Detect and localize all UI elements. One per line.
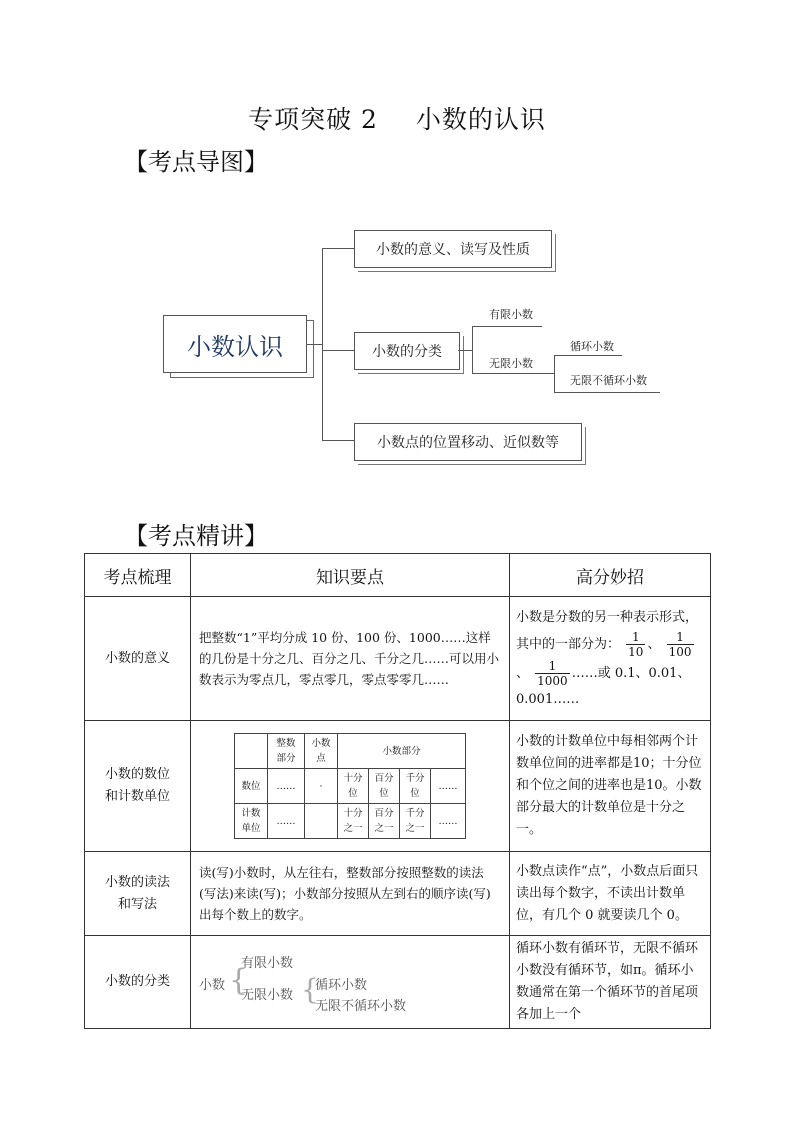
- fraction-denominator: 10: [628, 644, 644, 659]
- connector: [306, 344, 323, 345]
- cls-finite: 有限小数: [241, 956, 294, 971]
- inner-unit-label: 计数 单位: [235, 804, 268, 839]
- brace-icon: {: [229, 963, 249, 998]
- table-header-row: [85, 554, 711, 597]
- connector: [322, 350, 354, 351]
- inner-unit-thousandth: 千分 之一: [400, 804, 431, 839]
- section-heading-mindmap: 【考点导图】: [124, 148, 268, 176]
- connector: [472, 326, 473, 374]
- inner-hundredths: 百分 位: [369, 769, 400, 804]
- mind-map-repeating: 循环小数: [570, 340, 614, 353]
- inner-tenths: 十分 位: [338, 769, 369, 804]
- row2-knowledge: [191, 721, 510, 852]
- inner-empty: [235, 734, 268, 769]
- mind-map-root: 小数认识: [163, 315, 307, 373]
- row2-topic-line1: 小数的数位: [104, 767, 170, 782]
- cls-root: 小数: [199, 978, 226, 993]
- classification-diagram: [197, 944, 503, 1020]
- brace-icon: {: [301, 973, 319, 1006]
- row2-tip: 小数的计数单位中每相邻两个计数单位间的进率都是10；十分位和个位之间的进率也是10。小数部分最大的计数单位是十分之一。: [510, 721, 711, 852]
- inner-unit-tenth: 十分 之一: [338, 804, 369, 839]
- row1-topic: 小数的意义: [85, 597, 191, 721]
- inner-dots: ……: [268, 804, 305, 839]
- connector: [472, 326, 542, 327]
- connector: [458, 350, 473, 351]
- row4-tip: 循环小数有循环节，无限不循环小数没有循环节，如π。循环小数通常在第一个循环节的首尾项各加上一个: [510, 936, 711, 1029]
- fraction-numerator: 1: [667, 630, 694, 645]
- header-knowledge: 知识要点: [191, 554, 510, 597]
- row4-knowledge: [191, 936, 510, 1029]
- connector: [554, 392, 660, 393]
- fraction-numerator: 1: [626, 630, 645, 645]
- page-title: [0, 100, 794, 136]
- connector: [322, 248, 354, 249]
- row3-tip: 小数点读作“点”，小数点后面只读出每个数字，不读出计数单位，有几个 0 就要读几个 0。: [510, 852, 711, 936]
- inner-digit-label: 数位: [235, 769, 268, 804]
- table-row: [85, 852, 711, 936]
- mind-map-infinite: 无限小数: [489, 357, 533, 370]
- title-part2: 小数的认识: [415, 105, 546, 134]
- mind-map-nonrepeating: 无限不循环小数: [570, 374, 647, 387]
- connector: [554, 355, 622, 356]
- inner-dec-part: 小数部分: [338, 734, 466, 769]
- mind-map-branch-classification: 小数的分类: [354, 332, 460, 370]
- mind-map-branch-movement: 小数点的位置移动、近似数等: [354, 423, 582, 461]
- place-value-table: [234, 733, 466, 839]
- row3-topic: [85, 852, 191, 936]
- row3-topic-line1: 小数的读法: [104, 874, 170, 890]
- fraction-1-1000: [535, 659, 570, 688]
- row3-topic-line2: 和写法: [117, 896, 157, 912]
- fraction-denominator: 1000: [537, 673, 568, 688]
- row3-knowledge: 读(写)小数时，从左往右，整数部分按照整数的读法(写法)来读(写)；小数部分按照从左到右的顺序读(写)出每个数上的数字。: [191, 852, 510, 936]
- section-heading-details: 【考点精讲】: [124, 522, 268, 550]
- inner-dot: ·: [305, 769, 338, 804]
- table-row: [85, 721, 711, 852]
- inner-unit-hundredth: 百分 之一: [369, 804, 400, 839]
- table-row: [85, 597, 711, 721]
- title-part1: 专项突破 2: [248, 105, 378, 134]
- fraction-1-100: [667, 630, 694, 659]
- connector: [472, 373, 554, 374]
- row2-topic: [85, 721, 191, 852]
- inner-empty: [305, 804, 338, 839]
- header-topic: 考点梳理: [85, 554, 191, 597]
- inner-dots: ……: [268, 769, 305, 804]
- table-row: [85, 936, 711, 1029]
- cls-infinite: 无限小数: [241, 988, 294, 1003]
- mind-map-branch-meaning: 小数的意义、读写及性质: [354, 230, 552, 268]
- fraction-denominator: 100: [668, 644, 692, 659]
- cls-repeating: 循环小数: [315, 978, 368, 993]
- knowledge-table: [84, 553, 711, 1029]
- fraction-1-10: [626, 630, 645, 659]
- connector: [322, 440, 354, 441]
- row1-tip-text-a: 小数是分数的另一种表示形式，其中的一部分为：: [516, 609, 699, 652]
- inner-dots: ……: [431, 804, 466, 839]
- header-tip: 高分妙招: [510, 554, 711, 597]
- row1-tip-text-b: ……或 0.1、0.01、0.001……: [516, 665, 691, 707]
- separator: 、: [516, 665, 530, 681]
- connector: [554, 355, 555, 393]
- mind-map-finite: 有限小数: [489, 308, 533, 321]
- row4-topic: 小数的分类: [85, 936, 191, 1029]
- separator: 、: [647, 636, 661, 652]
- fraction-numerator: 1: [535, 659, 570, 674]
- inner-point: 小数 点: [305, 734, 338, 769]
- inner-int-part: 整数 部分: [268, 734, 305, 769]
- row1-knowledge: 把整数“1”平均分成 10 份、100 份、1000……这样的几份是十分之几、百分之几、千分之几……可以用小数表示为零点几，零点零几，零点零零几……: [191, 597, 510, 721]
- row1-tip: [510, 597, 711, 721]
- connector: [322, 248, 323, 440]
- row2-topic-line2: 和计数单位: [104, 789, 170, 804]
- inner-dots: ……: [431, 769, 466, 804]
- inner-thousandths: 千分 位: [400, 769, 431, 804]
- cls-nonrepeating: 无限不循环小数: [315, 999, 407, 1014]
